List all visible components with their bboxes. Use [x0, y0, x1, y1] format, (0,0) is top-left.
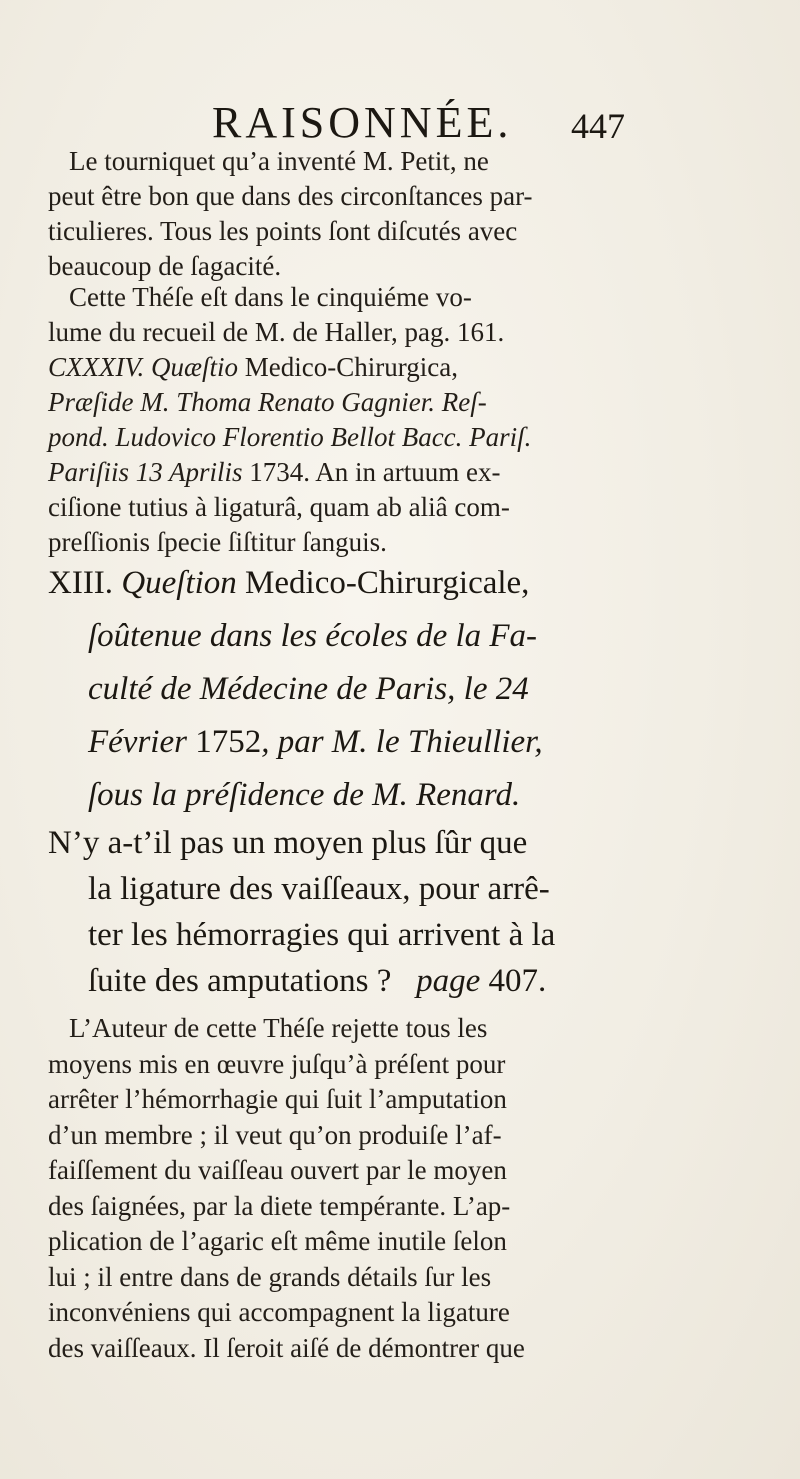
- heading-year: 1752: [186, 724, 262, 760]
- text-line: [48, 455, 778, 490]
- text-line: faiſſement du vaiſſeau ouvert par le moyen: [48, 1155, 507, 1185]
- question-line: [48, 958, 778, 1004]
- heading-rest: Medico-Chirurgicale,: [236, 565, 530, 601]
- paragraph-haller-reference: [48, 280, 778, 560]
- paragraph-tourniquet: [48, 144, 778, 284]
- question-line: ter les hémorragies qui arrivent à la: [88, 917, 556, 953]
- thesis-title-italic: CXXXIV. Quæſtio: [48, 352, 239, 382]
- date-rest: 1734. An in artuum ex-: [242, 457, 501, 487]
- text-line: peut être bon que dans des circonſtances par-: [48, 181, 533, 211]
- text-line: pond. Ludovico Florentio Bellot Bacc. Pariſ.: [48, 422, 532, 452]
- text-line: ticulieres. Tous les points ſont diſcutés avec: [48, 216, 518, 246]
- heading-line: culté de Médecine de Paris, le 24: [88, 671, 529, 707]
- text-line: lui ; il entre dans de grands détails ſur les: [48, 1261, 492, 1292]
- page-number: 447: [571, 106, 625, 146]
- question-statement: [48, 820, 778, 1004]
- text-line: Cette Théſe eſt dans le cinquiéme vo-: [69, 282, 472, 312]
- paragraph-author-summary: [48, 1011, 778, 1366]
- text-line: inconvéniens qui accompagnent la ligature: [48, 1297, 510, 1327]
- text-line: moyens mis en œuvre juſqu’à préſent pour: [48, 1048, 506, 1079]
- question-line: la ligature des vaiſſeaux, pour arrê-: [88, 871, 550, 907]
- heading-italic: Queſtion: [121, 565, 237, 601]
- text-line: L’Auteur de cette Théſe rejette tous les: [69, 1013, 488, 1043]
- text-line: lume du recueil de M. de Haller, pag. 161.: [48, 317, 505, 347]
- heading-month: Février: [88, 724, 187, 760]
- heading-line: [48, 557, 788, 610]
- text-line: Præſide M. Thoma Renato Gagnier. Reſ-: [48, 387, 487, 417]
- thesis-title-rest: Medico-Chirurgica,: [238, 352, 458, 382]
- text-line: preſſionis ſpecie ſiſtitur ſanguis.: [48, 527, 387, 557]
- text-line: plication de l’agaric eſt même inutile ſelon: [48, 1226, 507, 1256]
- running-title: RAISONNÉE.: [212, 98, 513, 147]
- text-line: ciſione tutius à ligaturâ, quam ab aliâ com-: [48, 492, 510, 522]
- question-line: N’y a-t’il pas un moyen plus ſûr que: [48, 825, 528, 861]
- heading-line: ſoûtenue dans les écoles de la Fa-: [88, 618, 538, 654]
- text-line: d’un membre ; il veut qu’on produiſe l’af-: [48, 1119, 502, 1150]
- text-line: des vaiſſeaux. Il ſeroit aiſé de démontrer que: [48, 1332, 525, 1363]
- text-line: beaucoup de ſagacité.: [48, 251, 282, 281]
- heading-line: ſous la préſidence de M. Renard.: [88, 777, 521, 813]
- text-line: [48, 350, 778, 385]
- running-head: [212, 97, 712, 147]
- text-line: arrêter l’hémorrhagie qui ſuit l’amputation: [48, 1084, 507, 1114]
- date-italic: Pariſiis 13 Aprilis: [48, 457, 243, 487]
- section-heading: [48, 557, 788, 822]
- text-line: Le tourniquet qu’a inventé M. Petit, ne: [69, 146, 489, 176]
- section-number: XIII.: [48, 565, 114, 601]
- page-reference-number: 407.: [488, 963, 547, 999]
- question-text: ſuite des amputations ?: [88, 963, 392, 999]
- page-reference-label: page: [416, 963, 481, 999]
- heading-line: [48, 716, 788, 769]
- heading-author: , par M. le Thieullier,: [261, 724, 543, 760]
- text-line: des ſaignées, par la diete tempérante. L’ap-: [48, 1190, 511, 1221]
